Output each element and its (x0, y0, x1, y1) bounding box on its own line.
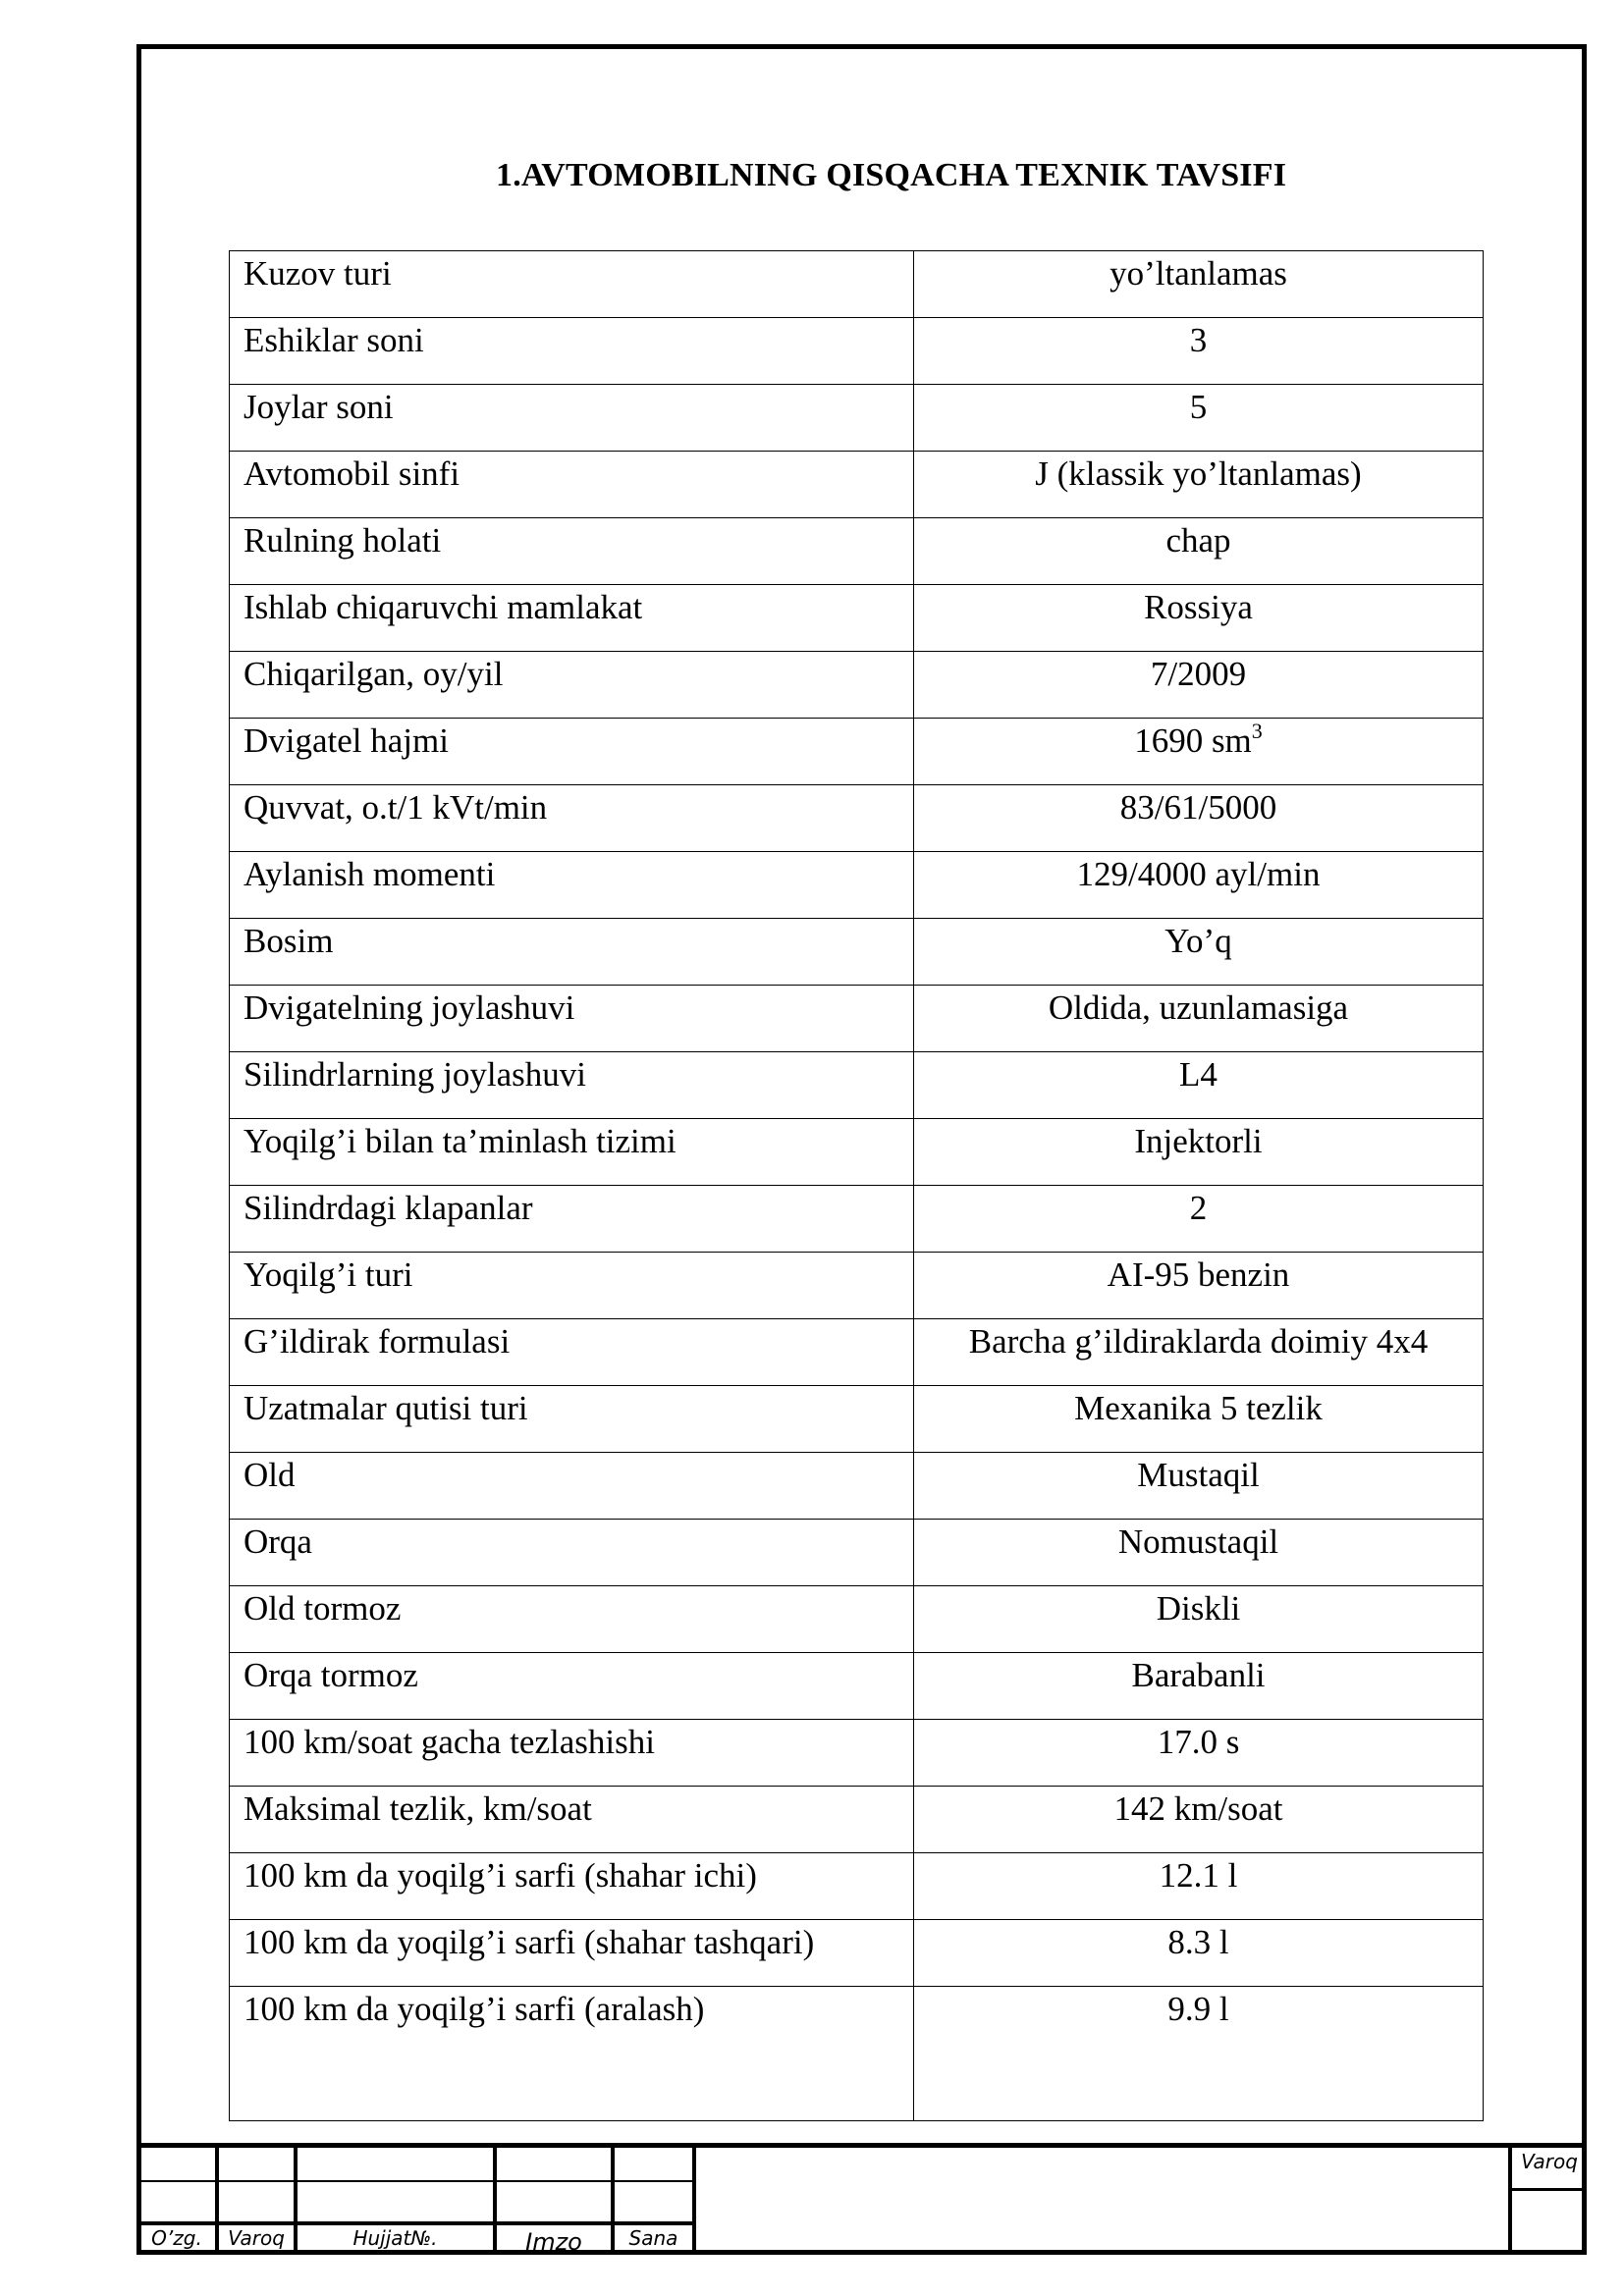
spec-label: Quvvat, o.t/1 kVt/min (230, 785, 914, 852)
spec-value-text: yo’ltanlamas (1110, 254, 1287, 293)
spec-value-text: 8.3 l (1167, 1923, 1229, 1961)
table-row (230, 1386, 1484, 1453)
spec-label: Silindrdagi klapanlar (230, 1186, 914, 1253)
spec-label: Orqa tormoz (230, 1653, 914, 1720)
spec-label: Kuzov turi (230, 251, 914, 318)
spec-value-text: 3 (1189, 321, 1208, 359)
table-row (230, 518, 1484, 585)
spec-value (914, 785, 1484, 852)
spec-value-text: Injektorli (1134, 1122, 1263, 1160)
spec-label: Eshiklar soni (230, 318, 914, 385)
spec-label: Orqa (230, 1520, 914, 1586)
spec-value-text: J (klassik yo’ltanlamas) (1035, 454, 1362, 493)
spec-value-text: 2 (1189, 1189, 1208, 1227)
table-row (230, 1653, 1484, 1720)
table-row (230, 1319, 1484, 1386)
spec-value (914, 1119, 1484, 1186)
spec-label: Yoqilg’i bilan ta’minlash tizimi (230, 1119, 914, 1186)
table-row (230, 986, 1484, 1052)
spec-value (914, 1653, 1484, 1720)
spec-value-text: AI-95 benzin (1107, 1255, 1290, 1294)
table-row (230, 1853, 1484, 1920)
spec-value (914, 1186, 1484, 1253)
spec-value (914, 1787, 1484, 1853)
spec-table (229, 250, 1484, 2121)
spec-value-text: Nomustaqil (1117, 1522, 1279, 1561)
spec-value-text: Mexanika 5 tezlik (1074, 1389, 1323, 1427)
spec-value-text: Yo’q (1164, 922, 1232, 960)
table-row (230, 385, 1484, 452)
spec-value-text: Barabanli (1131, 1656, 1266, 1694)
stamp-ozg-label: O’zg. (151, 2226, 202, 2250)
spec-label: Rulning holati (230, 518, 914, 585)
spec-value-text: 5 (1189, 388, 1208, 426)
spec-value (914, 1586, 1484, 1653)
table-row (230, 251, 1484, 318)
spec-label: 100 km da yoqilg’i sarfi (shahar ichi) (230, 1853, 914, 1920)
spec-label: Chiqarilgan, oy/yil (230, 652, 914, 719)
table-row (230, 1720, 1484, 1787)
spec-label: Old (230, 1453, 914, 1520)
table-row (230, 852, 1484, 919)
table-row (230, 719, 1484, 785)
spec-label: Aylanish momenti (230, 852, 914, 919)
spec-label: G’ildirak formulasi (230, 1319, 914, 1386)
spec-value (914, 518, 1484, 585)
spec-value-text: Diskli (1156, 1589, 1241, 1628)
table-row (230, 1520, 1484, 1586)
spec-value-text: 9.9 l (1167, 1990, 1229, 2028)
spec-value-text: 129/4000 ayl/min (1076, 855, 1321, 893)
table-row (230, 1586, 1484, 1653)
spec-value (914, 986, 1484, 1052)
spec-value (914, 452, 1484, 518)
spec-value (914, 1052, 1484, 1119)
table-row (230, 1052, 1484, 1119)
stamp-sana-label: Sana (628, 2226, 678, 2250)
spec-value-text: Barcha g’ildiraklarda doimiy 4x4 (968, 1322, 1429, 1361)
table-row (230, 318, 1484, 385)
spec-value (914, 1987, 1484, 2121)
spec-value (914, 385, 1484, 452)
spec-label: Yoqilg’i turi (230, 1253, 914, 1319)
spec-label: 100 km/soat gacha tezlashishi (230, 1720, 914, 1787)
spec-value (914, 1253, 1484, 1319)
spec-value-text: 7/2009 (1150, 655, 1247, 693)
spec-value (914, 585, 1484, 652)
spec-value (914, 1453, 1484, 1520)
spec-label: 100 km da yoqilg’i sarfi (shahar tashqari) (230, 1920, 914, 1987)
spec-label: Bosim (230, 919, 914, 986)
spec-value-text: 17.0 s (1157, 1723, 1240, 1761)
spec-label: Old tormoz (230, 1586, 914, 1653)
spec-value-text: 142 km/soat (1113, 1789, 1283, 1828)
spec-value-text: chap (1165, 521, 1231, 560)
table-row (230, 1987, 1484, 2121)
stamp-imzo-label: Imzo (525, 2228, 582, 2256)
spec-label: Uzatmalar qutisi turi (230, 1386, 914, 1453)
spec-label: Maksimal tezlik, km/soat (230, 1787, 914, 1853)
spec-value-text: 12.1 l (1159, 1856, 1238, 1895)
spec-value (914, 852, 1484, 919)
spec-label: Joylar soni (230, 385, 914, 452)
spec-label: 100 km da yoqilg’i sarfi (aralash) (230, 1987, 914, 2121)
spec-value (914, 919, 1484, 986)
table-row (230, 652, 1484, 719)
table-row (230, 1253, 1484, 1319)
table-row (230, 452, 1484, 518)
table-row (230, 1186, 1484, 1253)
spec-value-text: Rossiya (1144, 588, 1253, 626)
table-row (230, 1119, 1484, 1186)
stamp-varoq-label: Varoq (228, 2226, 285, 2250)
spec-value (914, 1720, 1484, 1787)
table-row (230, 785, 1484, 852)
spec-value (914, 1386, 1484, 1453)
spec-value (914, 652, 1484, 719)
spec-value (914, 251, 1484, 318)
table-row (230, 585, 1484, 652)
spec-label: Silindrlarning joylashuvi (230, 1052, 914, 1119)
table-row (230, 919, 1484, 986)
table-row (230, 1453, 1484, 1520)
spec-value (914, 1520, 1484, 1586)
spec-value-text: Mustaqil (1137, 1456, 1260, 1494)
spec-value (914, 1319, 1484, 1386)
spec-value (914, 719, 1484, 785)
spec-value (914, 1920, 1484, 1987)
spec-value-superscript: 3 (1251, 719, 1263, 743)
stamp-hujjat-label: Hujjat№. (352, 2226, 438, 2250)
spec-value-text: 83/61/5000 (1119, 788, 1277, 827)
spec-label: Avtomobil sinfi (230, 452, 914, 518)
spec-value-text: Oldida, uzunlamasiga (1048, 988, 1349, 1027)
page-title: 1.AVTOMOBILNING QISQACHA TEXNIK TAVSIFI (496, 157, 1287, 193)
spec-value-text: 1690 sm (1134, 721, 1252, 760)
table-row (230, 1920, 1484, 1987)
spec-value (914, 318, 1484, 385)
spec-label: Dvigatel hajmi (230, 719, 914, 785)
spec-value-text: L4 (1179, 1055, 1218, 1094)
spec-value (914, 1853, 1484, 1920)
table-row (230, 1787, 1484, 1853)
spec-label: Dvigatelning joylashuvi (230, 986, 914, 1052)
spec-label: Ishlab chiqaruvchi mamlakat (230, 585, 914, 652)
stamp-sheet-label: Varoq (1521, 2150, 1578, 2173)
